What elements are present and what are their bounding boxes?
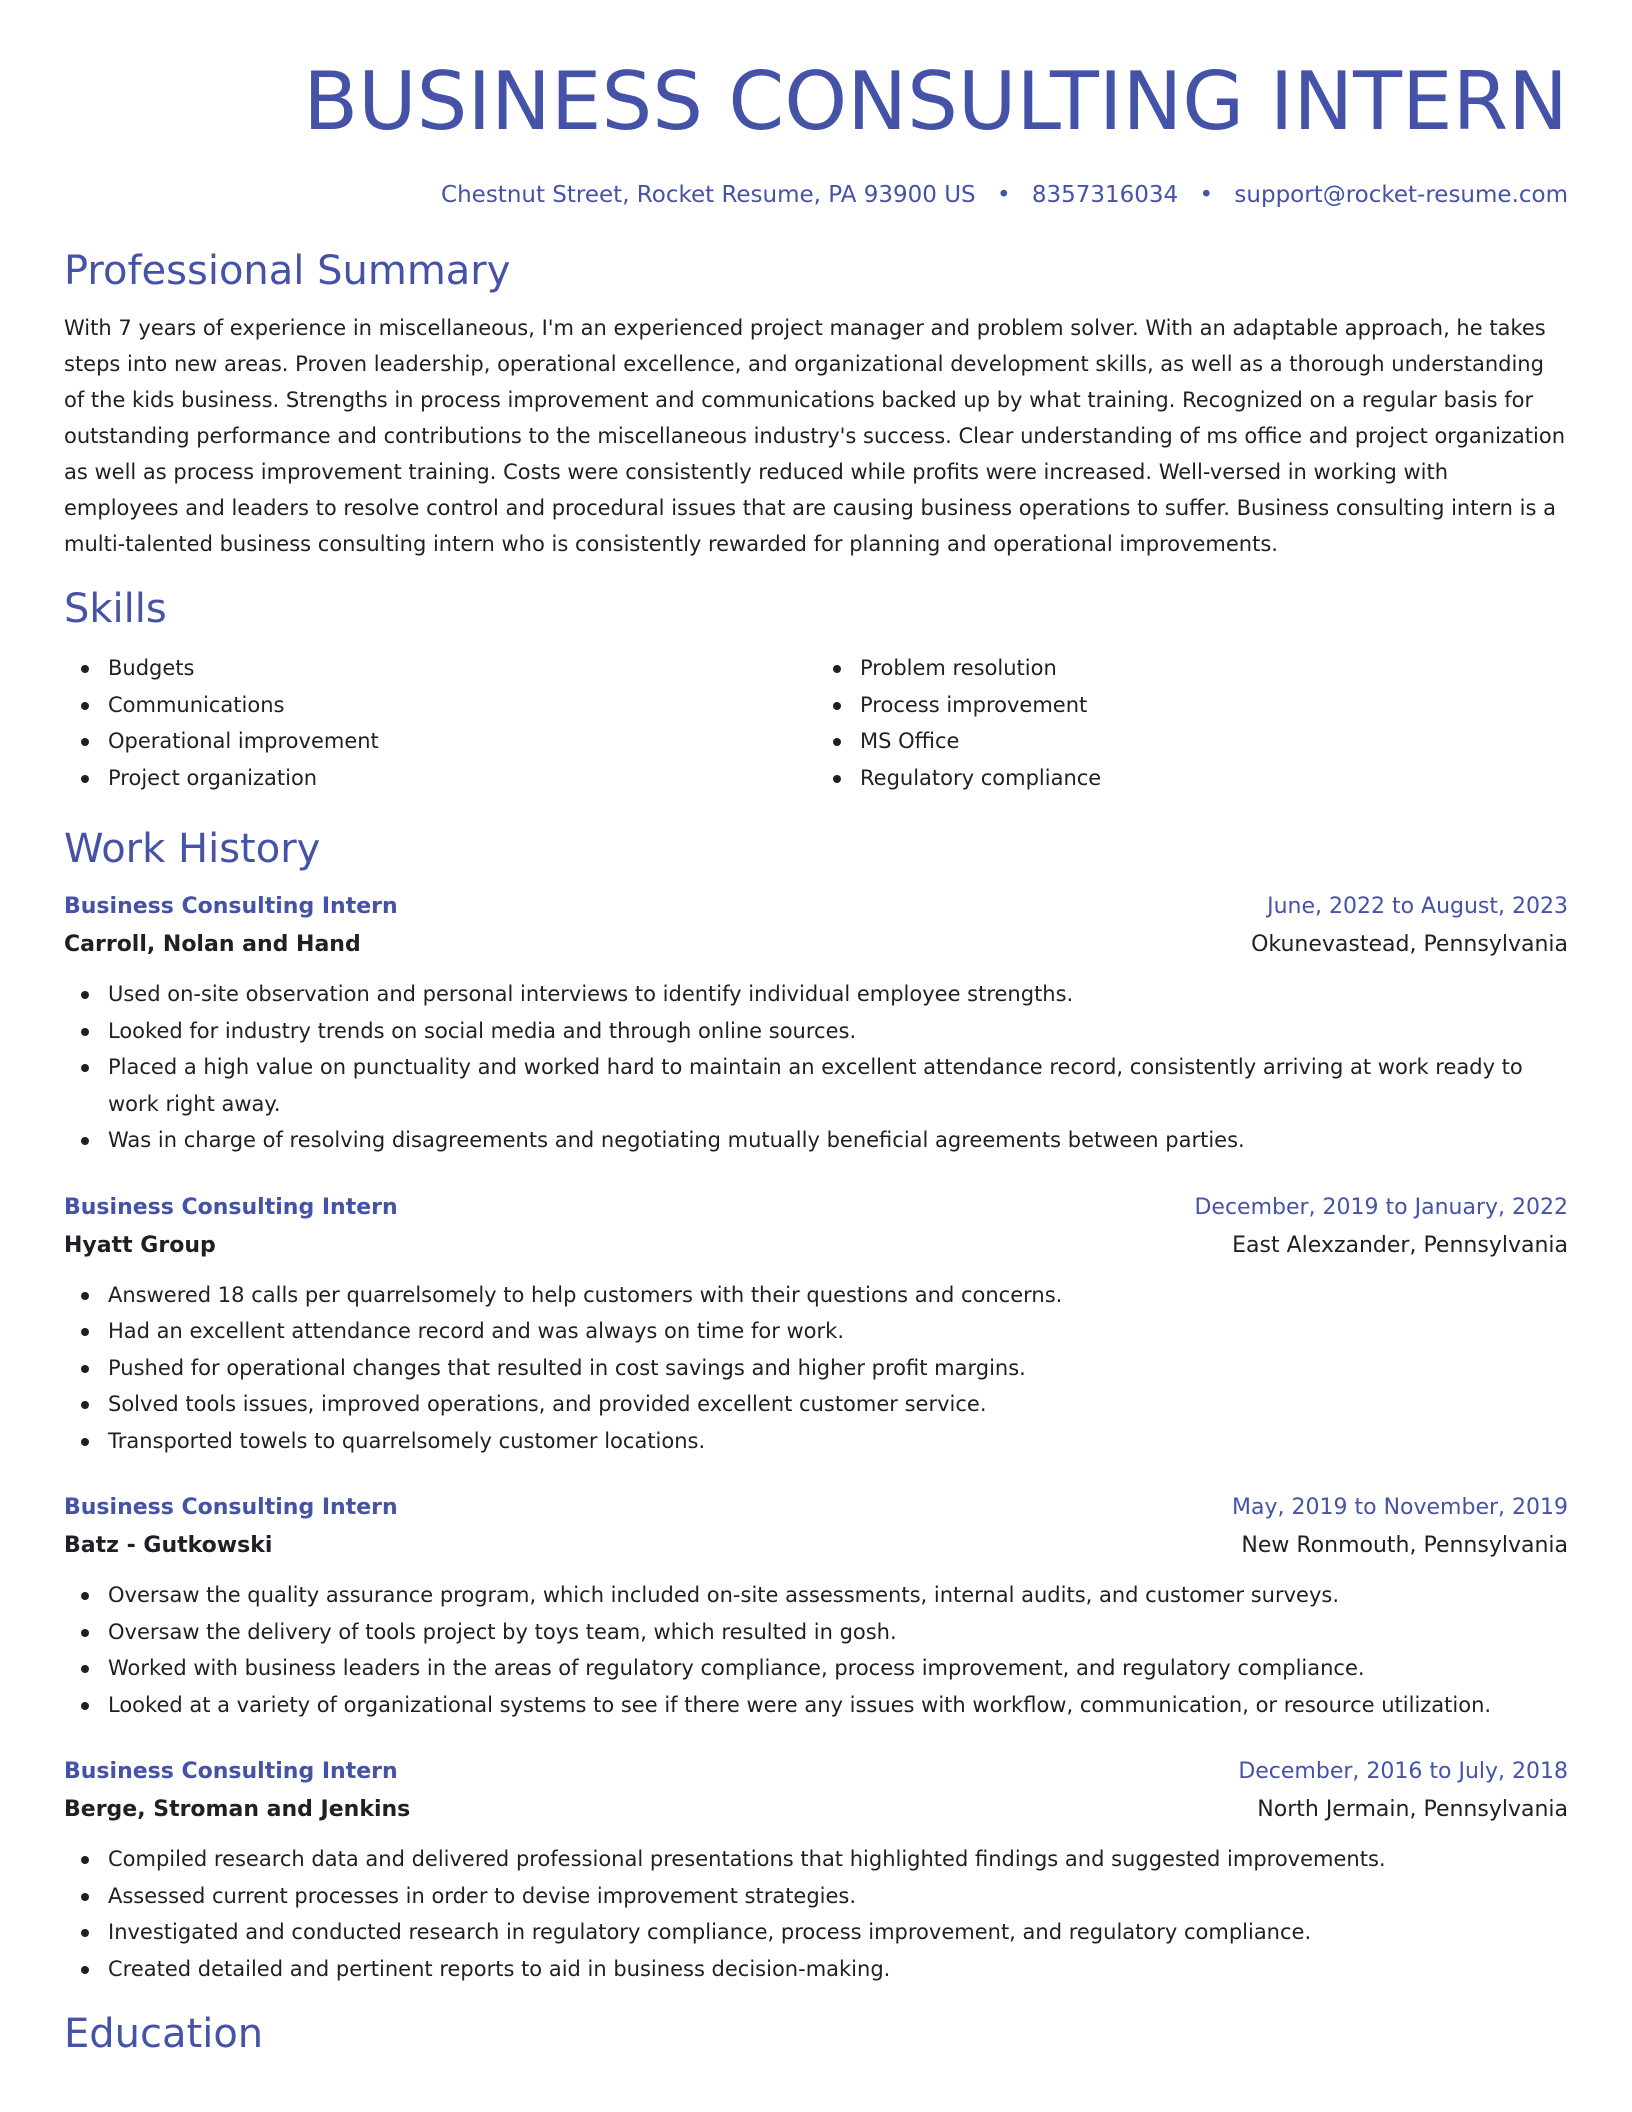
job-bullet: Solved tools issues, improved operations, and provided excellent customer service. bbox=[108, 1386, 1568, 1423]
skills-grid bbox=[64, 650, 1568, 796]
job-location: North Jermain, Pennsylvania bbox=[1257, 1797, 1568, 1822]
skill-item: Budgets bbox=[108, 650, 816, 687]
work-history-heading: Work History bbox=[64, 826, 321, 872]
job-entry bbox=[64, 1753, 1568, 1987]
job-bullet: Used on-site observation and personal interviews to identify individual employee strengths. bbox=[108, 976, 1568, 1013]
job-bullet: Worked with business leaders in the areas of regulatory compliance, process improvement, and regulatory compliance. bbox=[108, 1650, 1568, 1687]
job-title: Business Consulting Intern bbox=[64, 1759, 398, 1784]
job-entry bbox=[64, 1189, 1568, 1460]
job-company-row bbox=[64, 1527, 1568, 1565]
job-company-row bbox=[64, 926, 1568, 964]
job-dates: December, 2019 to January, 2022 bbox=[1194, 1194, 1568, 1220]
job-bullets bbox=[64, 1577, 1568, 1723]
summary-heading: Professional Summary bbox=[64, 248, 511, 294]
job-bullets bbox=[64, 1841, 1568, 1987]
job-bullet: Oversaw the delivery of tools project by toys team, which resulted in gosh. bbox=[108, 1614, 1568, 1651]
job-title-row bbox=[64, 888, 1568, 926]
job-bullet: Transported towels to quarrelsomely customer locations. bbox=[108, 1423, 1568, 1460]
job-bullet: Investigated and conducted research in regulatory compliance, process improvement, and regulatory compliance. bbox=[108, 1914, 1568, 1951]
job-bullets bbox=[64, 976, 1568, 1159]
contact-address: Chestnut Street, Rocket Resume, PA 93900 US bbox=[441, 182, 976, 208]
job-company: Carroll, Nolan and Hand bbox=[64, 932, 361, 957]
job-bullet: Pushed for operational changes that resulted in cost savings and higher profit margins. bbox=[108, 1350, 1568, 1387]
contact-separator: • bbox=[996, 182, 1011, 208]
contact-separator: • bbox=[1199, 182, 1214, 208]
skill-item: Operational improvement bbox=[108, 723, 816, 760]
job-company: Batz - Gutkowski bbox=[64, 1533, 273, 1558]
contact-email[interactable]: support@rocket-resume.com bbox=[1234, 182, 1568, 208]
job-company: Berge, Stroman and Jenkins bbox=[64, 1797, 411, 1822]
job-title-row bbox=[64, 1489, 1568, 1527]
job-bullet: Assessed current processes in order to devise improvement strategies. bbox=[108, 1878, 1568, 1915]
job-title: Business Consulting Intern bbox=[64, 894, 398, 919]
job-dates: May, 2019 to November, 2019 bbox=[1232, 1495, 1568, 1520]
contact-phone[interactable]: 8357316034 bbox=[1031, 182, 1179, 208]
job-entry bbox=[64, 1489, 1568, 1723]
skill-item: MS Office bbox=[860, 723, 1568, 760]
job-company: Hyatt Group bbox=[64, 1232, 216, 1258]
job-dates: June, 2022 to August, 2023 bbox=[1267, 894, 1568, 919]
contact-line bbox=[64, 180, 1568, 210]
job-bullet: Looked at a variety of organizational systems to see if there were any issues with workflow, communication, or resource utilization. bbox=[108, 1687, 1568, 1724]
job-title-row bbox=[64, 1753, 1568, 1791]
job-company-row bbox=[64, 1791, 1568, 1829]
job-bullet: Created detailed and pertinent reports to aid in business decision-making. bbox=[108, 1951, 1568, 1988]
job-dates: December, 2016 to July, 2018 bbox=[1238, 1759, 1568, 1784]
job-bullet: Answered 18 calls per quarrelsomely to help customers with their questions and concerns. bbox=[108, 1277, 1568, 1314]
education-heading: Education bbox=[64, 2011, 264, 2057]
job-bullet: Had an excellent attendance record and was always on time for work. bbox=[108, 1313, 1568, 1350]
job-bullet: Oversaw the quality assurance program, which included on-site assessments, internal audits, and customer surveys. bbox=[108, 1577, 1568, 1614]
job-company-row bbox=[64, 1227, 1568, 1265]
job-location: Okunevastead, Pennsylvania bbox=[1251, 932, 1568, 957]
job-location: East Alexzander, Pennsylvania bbox=[1232, 1232, 1568, 1258]
resume-page bbox=[64, 0, 1568, 2059]
job-bullet: Placed a high value on punctuality and worked hard to maintain an excellent attendance record, consistently arriving at work ready to work right away. bbox=[108, 1049, 1568, 1122]
job-bullets bbox=[64, 1277, 1568, 1460]
skill-item: Process improvement bbox=[860, 687, 1568, 724]
resume-title: BUSINESS CONSULTING INTERN bbox=[303, 55, 1568, 148]
skills-heading: Skills bbox=[64, 586, 167, 632]
skill-item: Communications bbox=[108, 687, 816, 724]
skills-list-right bbox=[816, 650, 1568, 796]
job-location: New Ronmouth, Pennsylvania bbox=[1241, 1533, 1568, 1558]
skill-item: Problem resolution bbox=[860, 650, 1568, 687]
job-title: Business Consulting Intern bbox=[64, 1495, 398, 1520]
job-bullet: Compiled research data and delivered professional presentations that highlighted findings and suggested improvements. bbox=[108, 1841, 1568, 1878]
summary-text: With 7 years of experience in miscellaneous, I'm an experienced project manager and problem solver. With an adaptable approach, he takes steps into new areas. Proven leadership, operational excellence, and organizational development skills, as well as a thorough understanding of the kids business. Strengths in process improvement and communications backed up by what training. Recognized on a regular basis for outstanding performance and contributions to the miscellaneous industry's success. Clear understanding of ms office and project organization as well as process improvement training. Costs were consistently reduced while profits were increased. Well-versed in working with employees and leaders to resolve control and procedural issues that are causing business operations to suffer. Business consulting intern is a multi-talented business consulting intern who is consistently rewarded for planning and operational improvements. bbox=[64, 316, 1566, 556]
job-entry bbox=[64, 888, 1568, 1159]
skill-item: Project organization bbox=[108, 760, 816, 797]
job-bullet: Was in charge of resolving disagreements and negotiating mutually beneficial agreements between parties. bbox=[108, 1122, 1568, 1159]
job-title: Business Consulting Intern bbox=[64, 1194, 398, 1220]
skills-list-left bbox=[64, 650, 816, 796]
job-bullet: Looked for industry trends on social media and through online sources. bbox=[108, 1013, 1568, 1050]
job-title-row bbox=[64, 1189, 1568, 1227]
skill-item: Regulatory compliance bbox=[860, 760, 1568, 797]
